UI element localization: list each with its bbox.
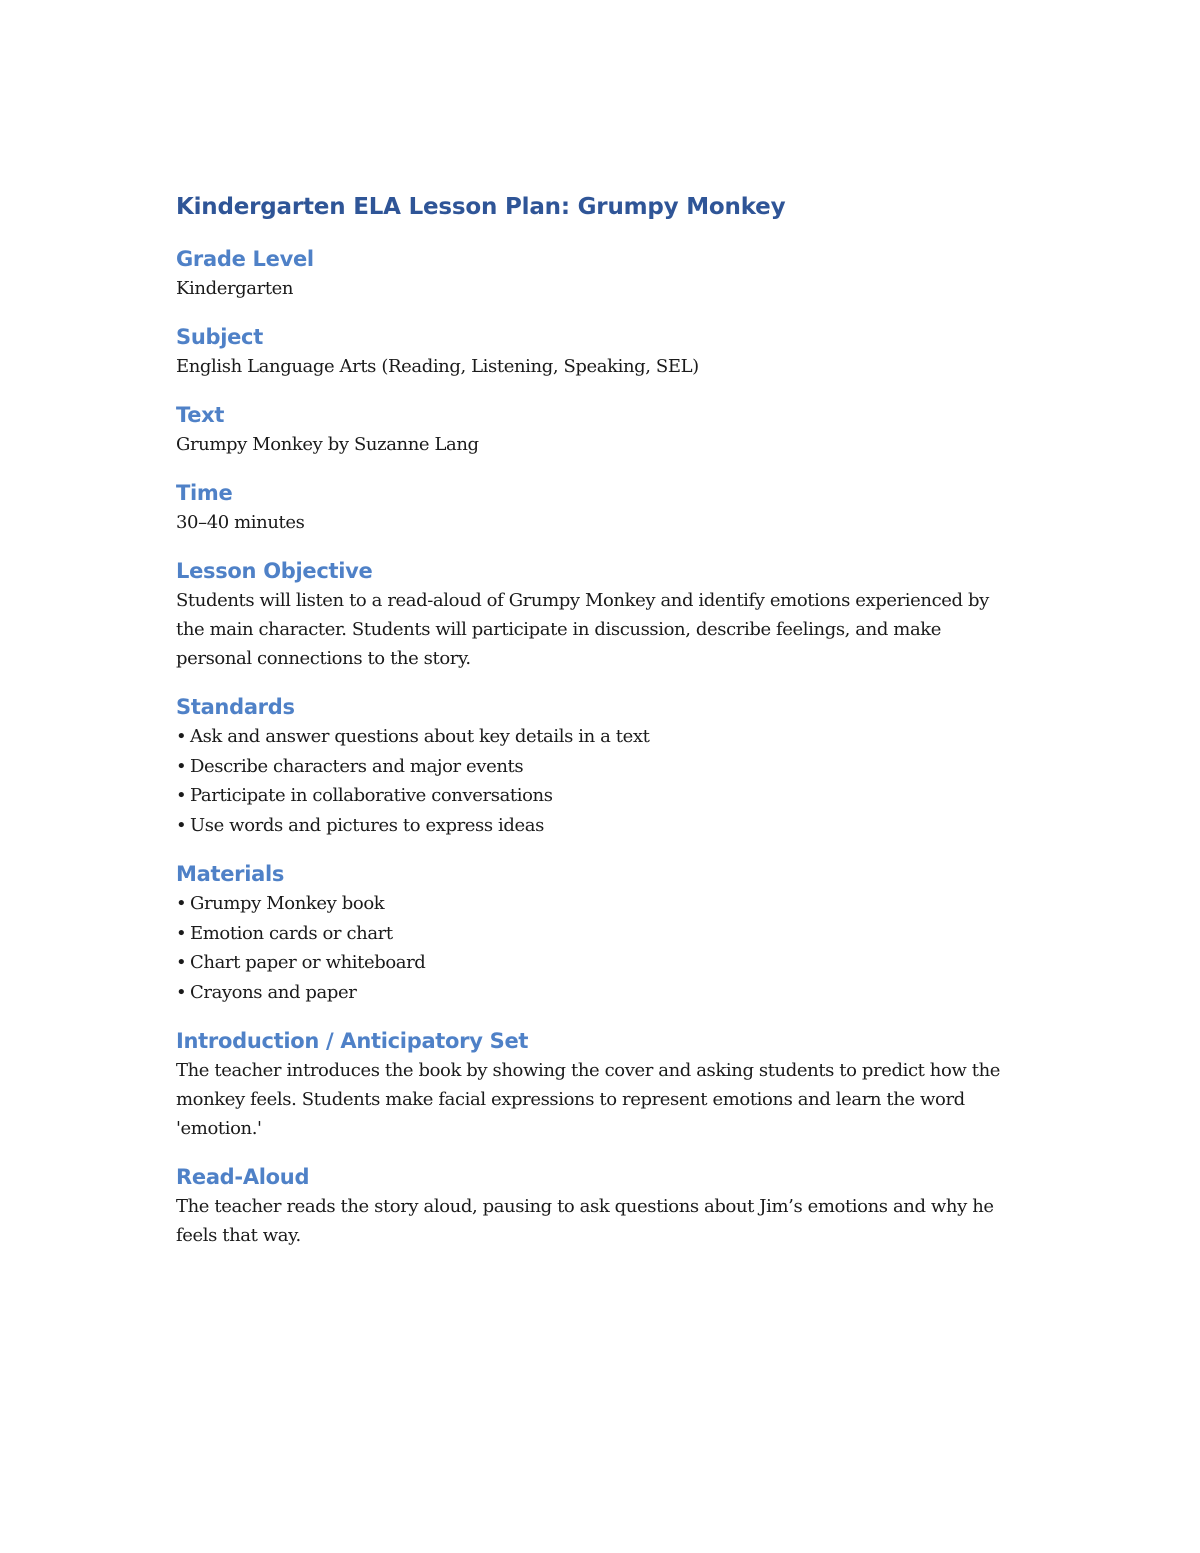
introduction-heading: Introduction / Anticipatory Set [176,1029,529,1053]
bullet-icon: • [176,814,187,836]
lesson-objective-text: Students will listen to a read-aloud of Grumpy Monkey and identify emotions experienced by the main character. Students will participate in discussion, describe feelings, and make personal connections to the story. [176,590,989,669]
section-read-aloud [176,1162,1016,1250]
list-item [176,889,1016,919]
section-lesson-objective [176,556,1016,673]
list-item [176,948,1016,978]
lesson-objective-heading: Lesson Objective [176,559,373,583]
list-item [176,722,1016,752]
materials-list [176,889,1016,1007]
standards-heading: Standards [176,695,295,719]
bullet-icon: • [176,893,187,914]
section-grade-level [176,244,1016,303]
time-text: 30–40 minutes [176,512,305,533]
section-text [176,400,1016,459]
list-item-text: Chart paper or whiteboard [190,952,426,973]
standards-list [176,722,1016,840]
list-item [176,919,1016,949]
text-title-author: Grumpy Monkey by Suzanne Lang [176,434,479,455]
section-standards [176,692,1016,840]
list-item-text: Emotion cards or chart [190,922,393,944]
document-title: Kindergarten ELA Lesson Plan: Grumpy Monkey [176,194,786,220]
bullet-icon: • [176,755,187,777]
list-item-text: Ask and answer questions about key details in a text [190,726,650,747]
bullet-icon: • [176,952,187,973]
list-item-text: Describe characters and major events [190,755,524,777]
bullet-icon: • [176,981,187,1003]
time-heading: Time [176,481,233,505]
read-aloud-text: The teacher reads the story aloud, pausing to ask questions about Jim’s emotions and why he feels that way. [176,1196,994,1246]
grade-level-text: Kindergarten [176,278,294,299]
bullet-icon: • [176,726,187,747]
section-introduction [176,1026,1016,1143]
subject-text: English Language Arts (Reading, Listening, Speaking, SEL) [176,356,699,377]
bullet-icon: • [176,785,187,806]
list-item-text: Participate in collaborative conversations [190,785,553,806]
list-item [176,781,1016,811]
bullet-icon: • [176,922,187,944]
text-heading: Text [176,403,225,427]
section-time [176,478,1016,537]
list-item-text: Use words and pictures to express ideas [190,814,544,836]
read-aloud-heading: Read-Aloud [176,1165,310,1189]
materials-heading: Materials [176,862,285,886]
list-item [176,811,1016,841]
introduction-text: The teacher introduces the book by showing the cover and asking students to predict how the monkey feels. Students make facial expressions to represent emotions and learn the word 'emotion.' [176,1060,1001,1139]
list-item-text: Crayons and paper [190,981,357,1003]
section-subject [176,322,1016,381]
list-item [176,978,1016,1008]
document-body [176,190,1016,1269]
list-item-text: Grumpy Monkey book [190,893,385,914]
subject-heading: Subject [176,325,263,349]
list-item [176,752,1016,782]
section-materials [176,859,1016,1007]
grade-level-heading: Grade Level [176,247,314,271]
